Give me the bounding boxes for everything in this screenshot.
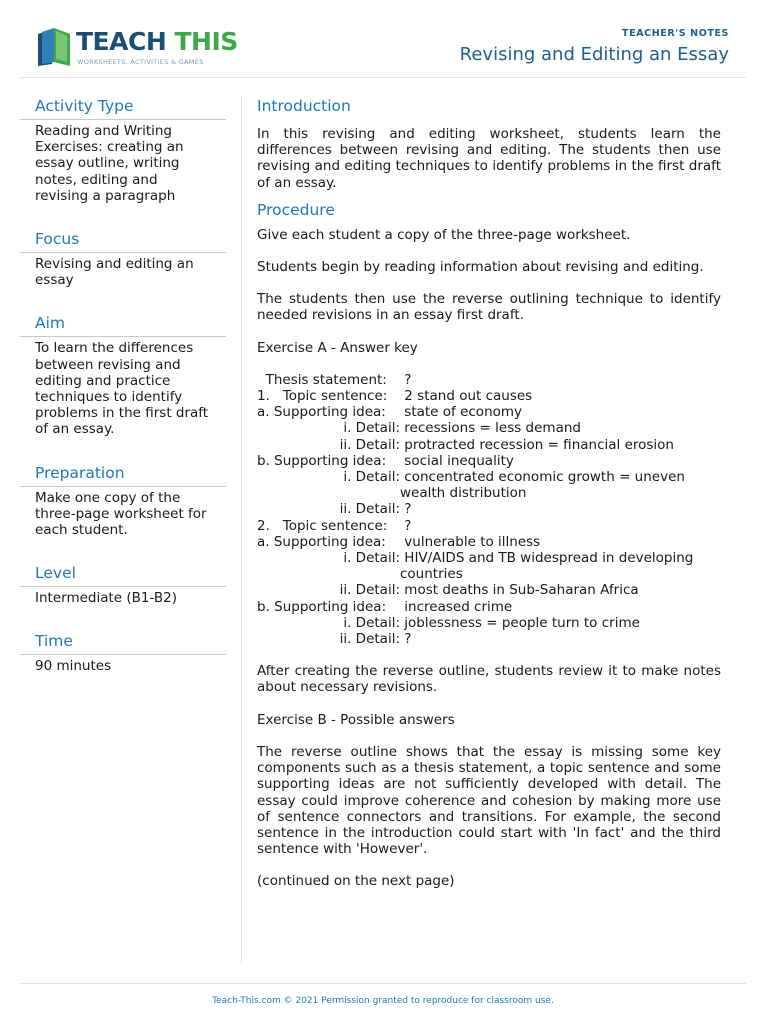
text-line: editing and practice bbox=[35, 372, 171, 389]
outline-row bbox=[257, 518, 721, 534]
text-line: essay outline, writing bbox=[35, 155, 180, 172]
outline-label: ii. Detail: bbox=[339, 631, 400, 648]
activity-type-text bbox=[20, 120, 226, 204]
book-logo-icon bbox=[36, 26, 74, 68]
column-divider bbox=[241, 96, 242, 964]
procedure-paragraph: The students then use the reverse outlining technique to identify needed revisions in an essay first draft. bbox=[257, 291, 721, 324]
aim-section bbox=[20, 311, 226, 437]
text-line: To learn the differences bbox=[35, 340, 194, 357]
outline-value: state of economy bbox=[400, 404, 523, 421]
outline-value: social inequality bbox=[400, 452, 514, 469]
text-line: problems in the first draft bbox=[35, 405, 209, 422]
page-header bbox=[20, 18, 746, 78]
outline-row bbox=[257, 615, 721, 631]
main-content bbox=[257, 94, 721, 906]
teach-this-logo[interactable] bbox=[36, 24, 238, 68]
continued-note: (continued on the next page) bbox=[257, 873, 455, 890]
text-line: Exercises: creating an bbox=[35, 139, 184, 156]
level-heading: Level bbox=[20, 561, 226, 587]
outline-label: 2. Topic sentence: bbox=[257, 517, 388, 534]
aim-heading: Aim bbox=[20, 311, 226, 337]
outline-value: 2 stand out causes bbox=[400, 388, 533, 405]
outline-row bbox=[257, 437, 721, 453]
teachers-notes-label: TEACHER'S NOTES bbox=[622, 28, 729, 39]
procedure-heading: Procedure bbox=[257, 200, 335, 219]
outline-label: i. Detail: bbox=[343, 420, 400, 437]
level-text bbox=[20, 587, 226, 606]
introduction-paragraph: In this revising and editing worksheet, students learn the differences between revising and editing. The students then use revising and editing techniques to identify problems in the first draft of an essay. bbox=[257, 126, 721, 191]
outline-label: ii. Detail: bbox=[339, 582, 400, 599]
activity-type-section bbox=[20, 94, 226, 204]
outline-row bbox=[257, 631, 721, 647]
preparation-text bbox=[20, 487, 226, 539]
outline-value: increased crime bbox=[400, 598, 513, 615]
text-line: Revising and editing an bbox=[35, 256, 194, 273]
sidebar bbox=[20, 94, 226, 698]
outline-value: ? bbox=[400, 631, 412, 648]
time-text bbox=[20, 655, 226, 674]
logo-tagline: WORKSHEETS, ACTIVITIES & GAMES bbox=[77, 58, 204, 66]
exercise-a-label: Exercise A - Answer key bbox=[257, 339, 418, 356]
document-title: Revising and Editing an Essay bbox=[459, 44, 729, 65]
text-line: of an essay. bbox=[35, 421, 115, 438]
outline-label: i. Detail: bbox=[343, 469, 400, 486]
outline-row bbox=[257, 534, 721, 550]
text-line: each student. bbox=[35, 522, 128, 539]
outline-row bbox=[257, 599, 721, 615]
outline-value: ? bbox=[400, 517, 412, 534]
procedure-paragraph: Give each student a copy of the three-page worksheet. bbox=[257, 226, 631, 243]
text-line: techniques to identify bbox=[35, 389, 183, 406]
outline-row bbox=[257, 420, 721, 436]
text-line: revising a paragraph bbox=[35, 187, 176, 204]
text-line: between revising and bbox=[35, 356, 181, 373]
procedure-paragraph: Students begin by reading information about revising and editing. bbox=[257, 259, 704, 276]
logo-wordmark bbox=[76, 28, 238, 56]
outline-label: a. Supporting idea: bbox=[257, 533, 386, 550]
preparation-heading: Preparation bbox=[20, 461, 226, 487]
time-heading: Time bbox=[20, 629, 226, 655]
outline-row bbox=[257, 453, 721, 469]
level-section bbox=[20, 561, 226, 606]
preparation-section bbox=[20, 461, 226, 539]
outline-row bbox=[257, 388, 721, 404]
outline-row bbox=[257, 550, 721, 582]
outline-value: concentrated economic growth = uneven wealth distribution bbox=[400, 469, 685, 502]
procedure-paragraph: The reverse outline shows that the essay is missing some key components such as a thesis statement, a topic sentence and some supporting ideas are not sufficiently developed with detail. The essay could improve coherence and cohesion by making more use of sentence connectors and transitions. For example, the second sentence in the introduction could start with 'In fact' and the third sentence with 'However'. bbox=[257, 743, 721, 858]
outline-row bbox=[257, 501, 721, 517]
activity-type-heading: Activity Type bbox=[20, 94, 226, 120]
outline-label: b. Supporting idea: bbox=[257, 598, 387, 615]
outline-label: 1. Topic sentence: bbox=[257, 388, 388, 405]
procedure-paragraph: After creating the reverse outline, students review it to make notes about necessary revisions. bbox=[257, 663, 721, 696]
text-line: Make one copy of the bbox=[35, 489, 181, 506]
logo-word-teach: TEACH bbox=[76, 27, 167, 56]
outline-value: most deaths in Sub-Saharan Africa bbox=[400, 582, 639, 599]
outline-row bbox=[257, 372, 721, 388]
logo-word-this: THIS bbox=[174, 27, 238, 56]
outline-label: b. Supporting idea: bbox=[257, 452, 387, 469]
outline-value: recessions = less demand bbox=[400, 420, 581, 437]
text-line: Intermediate (B1-B2) bbox=[35, 590, 178, 607]
outline-label: i. Detail: bbox=[343, 550, 400, 567]
focus-section bbox=[20, 227, 226, 288]
text-line: notes, editing and bbox=[35, 171, 158, 188]
focus-heading: Focus bbox=[20, 227, 226, 253]
outline-label: Thesis statement: bbox=[257, 371, 387, 388]
time-section bbox=[20, 629, 226, 674]
outline-row bbox=[257, 404, 721, 420]
outline-row bbox=[257, 582, 721, 598]
outline-value: ? bbox=[400, 501, 412, 518]
outline-value: protracted recession = financial erosion bbox=[400, 436, 674, 453]
text-line: essay bbox=[35, 272, 74, 289]
outline-value: joblessness = people turn to crime bbox=[400, 614, 640, 631]
outline-value: HIV/AIDS and TB widespread in developing countries bbox=[400, 550, 694, 583]
reverse-outline-answer-key bbox=[257, 372, 721, 647]
text-line: 90 minutes bbox=[35, 658, 112, 675]
outline-label: a. Supporting idea: bbox=[257, 404, 386, 421]
page-footer bbox=[20, 983, 746, 1006]
outline-row bbox=[257, 469, 721, 501]
outline-label: ii. Detail: bbox=[339, 501, 400, 518]
outline-value: vulnerable to illness bbox=[400, 533, 541, 550]
exercise-b-label: Exercise B - Possible answers bbox=[257, 711, 455, 728]
introduction-heading: Introduction bbox=[257, 97, 351, 115]
aim-text bbox=[20, 337, 226, 437]
copyright-notice: Teach-This.com © 2021 Permission granted to reproduce for classroom use. bbox=[212, 996, 554, 1006]
focus-text bbox=[20, 253, 226, 288]
outline-value: ? bbox=[400, 371, 412, 388]
text-line: Reading and Writing bbox=[35, 123, 172, 139]
outline-label: ii. Detail: bbox=[339, 436, 400, 453]
outline-label: i. Detail: bbox=[343, 614, 400, 631]
text-line: three-page worksheet for bbox=[35, 505, 207, 522]
